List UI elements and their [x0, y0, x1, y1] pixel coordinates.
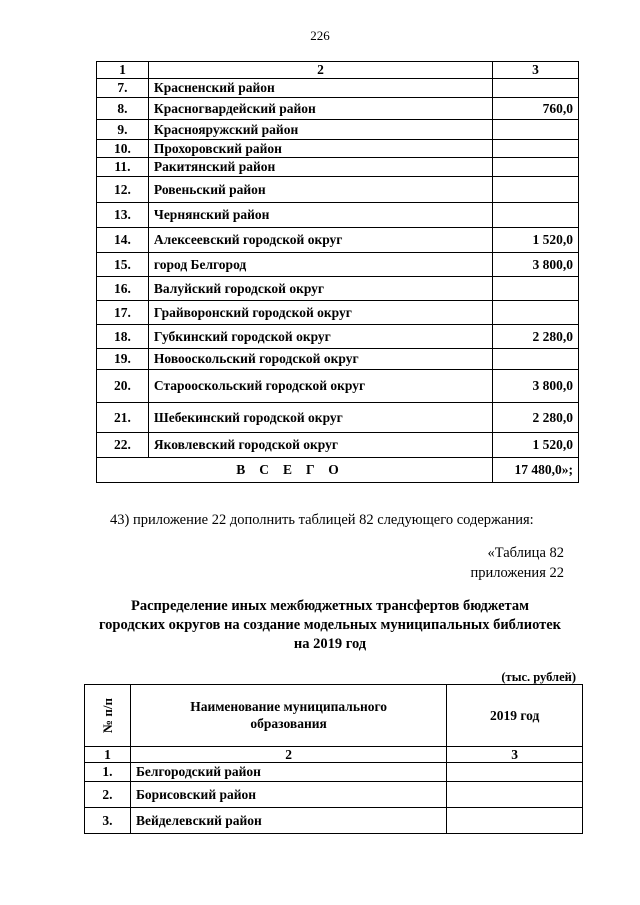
- col-name-header-line1: Наименование муниципального: [190, 698, 388, 714]
- row-number: 20.: [97, 370, 149, 403]
- row-name: Старооскольский городской округ: [148, 370, 492, 403]
- row-value: 2 280,0: [493, 325, 579, 349]
- col-name-header: [130, 685, 446, 747]
- col-name-index: 2: [130, 747, 446, 763]
- row-number: 1.: [85, 763, 131, 782]
- table-header-row: [85, 685, 583, 747]
- row-number: 15.: [97, 253, 149, 277]
- row-number: 12.: [97, 177, 149, 203]
- row-number: 13.: [97, 203, 149, 228]
- table-header-row: [97, 62, 579, 79]
- row-name: Красненский район: [148, 79, 492, 98]
- units-label: (тыс. рублей): [501, 670, 576, 684]
- row-value: 1 520,0: [493, 228, 579, 253]
- row-value: [493, 120, 579, 140]
- row-value: 3 800,0: [493, 370, 579, 403]
- row-name: Грайворонский городской округ: [148, 301, 492, 325]
- row-number: 21.: [97, 403, 149, 433]
- row-name: город Белгород: [148, 253, 492, 277]
- table-row: [85, 808, 583, 834]
- row-number: 11.: [97, 158, 149, 177]
- row-number: 18.: [97, 325, 149, 349]
- col-value-header: 3: [493, 62, 579, 79]
- table-title-line2: городских округов на создание модельных муниципальных библиотек: [98, 616, 562, 633]
- row-value: [447, 763, 583, 782]
- row-value: [493, 79, 579, 98]
- row-name: Губкинский городской округ: [148, 325, 492, 349]
- table-row: [97, 140, 579, 158]
- col-number-header: [85, 685, 131, 747]
- row-value: 1 520,0: [493, 433, 579, 458]
- row-number: 10.: [97, 140, 149, 158]
- row-name: Новооскольский городской округ: [148, 349, 492, 370]
- table-row: [97, 349, 579, 370]
- row-value: [493, 203, 579, 228]
- row-name: Яковлевский городской округ: [148, 433, 492, 458]
- row-number: 22.: [97, 433, 149, 458]
- row-value: [493, 158, 579, 177]
- row-number: 7.: [97, 79, 149, 98]
- table-row: [97, 120, 579, 140]
- table-reference-line2: приложения 22: [470, 564, 564, 581]
- table-row: [97, 277, 579, 301]
- row-number: 16.: [97, 277, 149, 301]
- col-name-header: 2: [148, 62, 492, 79]
- row-number: 3.: [85, 808, 131, 834]
- table-row: [97, 370, 579, 403]
- allocation-table-continued: [96, 61, 579, 483]
- table-total-row: [97, 458, 579, 483]
- table-row: [97, 203, 579, 228]
- row-value: [447, 808, 583, 834]
- row-name: Прохоровский район: [148, 140, 492, 158]
- page-number: 226: [310, 28, 330, 43]
- row-name: Шебекинский городской округ: [148, 403, 492, 433]
- total-label: ВСЕГО: [97, 458, 493, 483]
- table-row: [97, 433, 579, 458]
- row-name: Алексеевский городской округ: [148, 228, 492, 253]
- table-row: [97, 301, 579, 325]
- row-number: 8.: [97, 98, 149, 120]
- table-row: [97, 98, 579, 120]
- table-reference: [471, 544, 564, 583]
- col-name-header-line2: образования: [250, 715, 327, 731]
- amendment-instruction: 43) приложение 22 дополнить таблицей 82 следующего содержания:: [110, 512, 534, 528]
- table-row: [97, 403, 579, 433]
- table-row: [97, 79, 579, 98]
- table-row: [97, 325, 579, 349]
- table-reference-line1: «Таблица 82: [487, 545, 564, 561]
- row-number: 17.: [97, 301, 149, 325]
- table-row: [97, 158, 579, 177]
- row-name: Ровеньский район: [148, 177, 492, 203]
- library-transfer-table: [84, 684, 583, 834]
- row-name: Валуйский городской округ: [148, 277, 492, 301]
- total-value: 17 480,0»;: [493, 458, 579, 483]
- row-number: 9.: [97, 120, 149, 140]
- table-row: [85, 763, 583, 782]
- row-name: Краснояружский район: [148, 120, 492, 140]
- row-value: [493, 140, 579, 158]
- table-title: [60, 597, 600, 654]
- row-name: Чернянский район: [148, 203, 492, 228]
- col-number-index: 1: [85, 747, 131, 763]
- row-value: 760,0: [493, 98, 579, 120]
- table-row: [85, 782, 583, 808]
- row-number: 14.: [97, 228, 149, 253]
- col-year-header: 2019 год: [447, 685, 583, 747]
- row-name: Белгородский район: [130, 763, 446, 782]
- table-row: [97, 228, 579, 253]
- row-number: 19.: [97, 349, 149, 370]
- col-number-header: 1: [97, 62, 149, 79]
- table-row: [97, 253, 579, 277]
- row-name: Красногвардейский район: [148, 98, 492, 120]
- col-year-index: 3: [447, 747, 583, 763]
- row-value: 2 280,0: [493, 403, 579, 433]
- table-row: [97, 177, 579, 203]
- row-name: Вейделевский район: [130, 808, 446, 834]
- table-title-line3: на 2019 год: [293, 635, 367, 652]
- table-title-line1: Распределение иных межбюджетных трансфертов бюджетам: [131, 598, 529, 614]
- row-name: Ракитянский район: [148, 158, 492, 177]
- row-value: [447, 782, 583, 808]
- row-value: [493, 277, 579, 301]
- row-value: [493, 301, 579, 325]
- row-number: 2.: [85, 782, 131, 808]
- row-value: [493, 349, 579, 370]
- col-number-header-text: № п/п: [99, 697, 115, 733]
- row-value: [493, 177, 579, 203]
- column-numbering-row: [85, 747, 583, 763]
- row-name: Борисовский район: [130, 782, 446, 808]
- row-value: 3 800,0: [493, 253, 579, 277]
